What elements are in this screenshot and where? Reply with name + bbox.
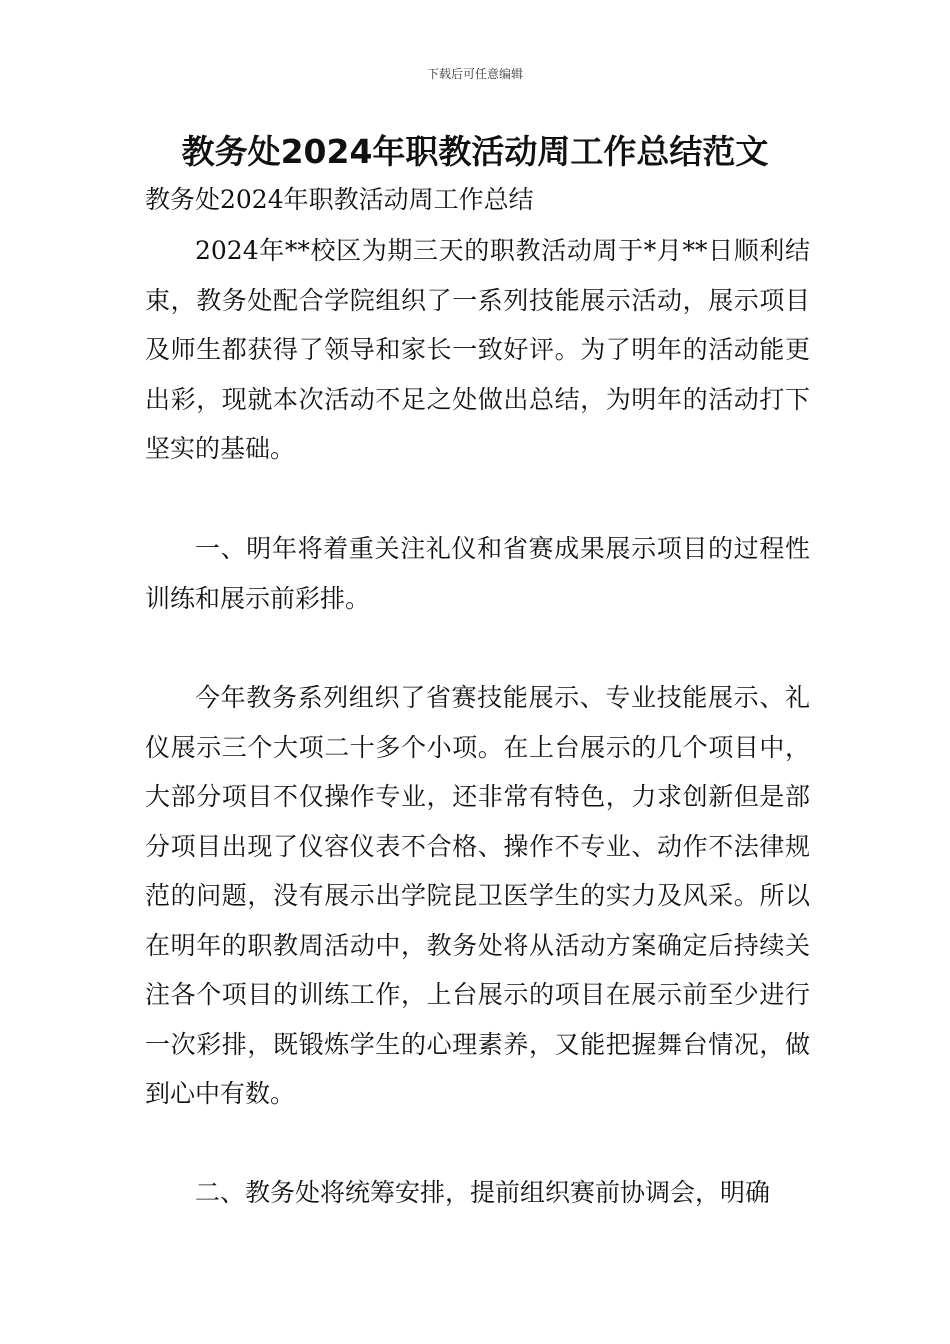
- paragraph-section-one-heading: 一、明年将着重关注礼仪和省赛成果展示项目的过程性训练和展示前彩排。: [145, 534, 810, 613]
- document-subtitle: 教务处2024年职教活动周工作总结: [145, 185, 534, 214]
- header-note: 下载后可任意编辑: [426, 67, 523, 81]
- paragraph-section-two-heading: 二、教务处将统筹安排，提前组织赛前协调会，明确: [195, 1178, 771, 1207]
- paragraph-section-one-body: 今年教务系列组织了省赛技能展示、专业技能展示、礼仪展示三个大项二十多个小项。在上台展示的几个项目中，大部分项目不仅操作专业，还非常有特色，力求创新但是部分项目出现了仪容仪表不合格、操作不专业、动作不法律规范的问题，没有展示出学院昆卫医学生的实力及风采。所以在明年的职教周活动中，教务处将从活动方案确定后持续关注各个项目的训练工作，上台展示的项目在展示前至少进行一次彩排，既锻炼学生的心理素养，又能把握舞台情况，做到心中有数。: [145, 683, 810, 1108]
- paragraph-intro: 2024年**校区为期三天的职教活动周于*月**日顺利结束，教务处配合学院组织了一系列技能展示活动，展示项目及师生都获得了领导和家长一致好评。为了明年的活动能更出彩，现就本次活动不足之处做出总结，为明年的活动打下坚实的基础。: [145, 236, 810, 463]
- document-title: 教务处2024年职教活动周工作总结范文: [181, 132, 769, 171]
